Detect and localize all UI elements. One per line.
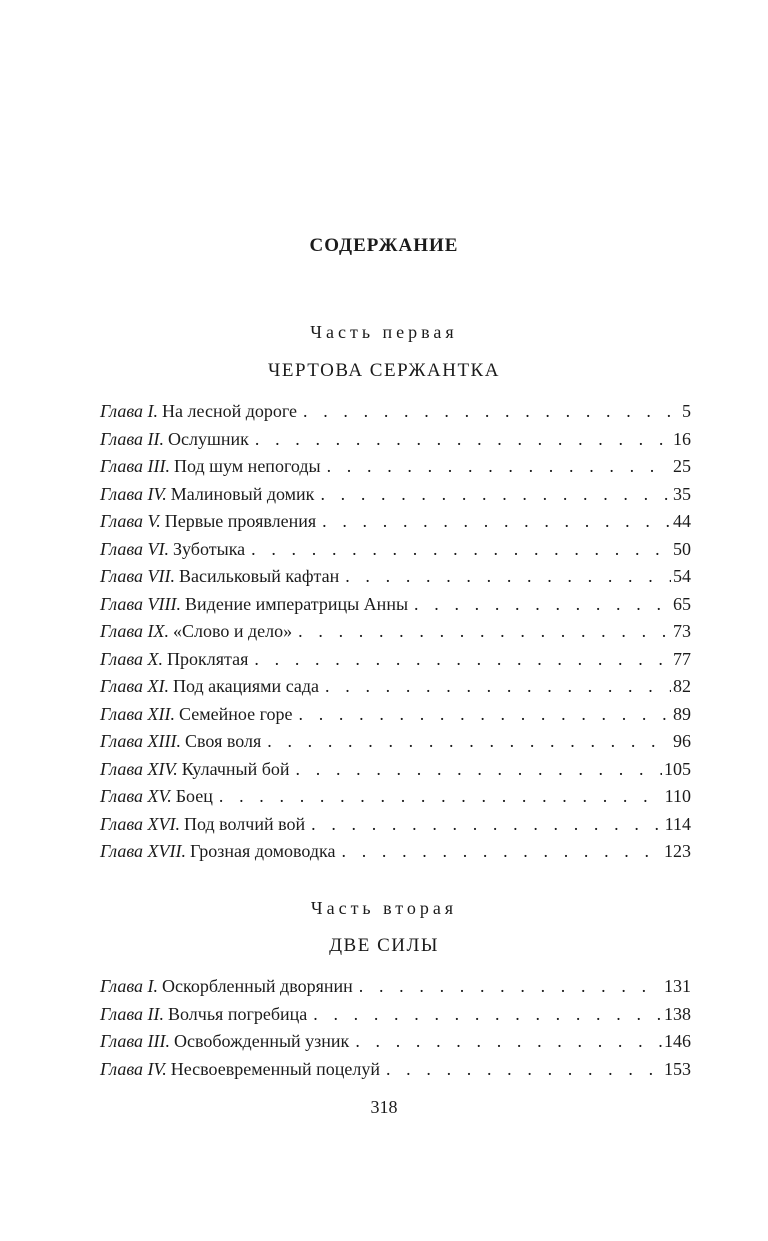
toc-entry [100, 426, 691, 454]
chapter-number: Глава XIII. [100, 731, 182, 751]
chapter-number: Глава VIII. [100, 593, 182, 614]
chapter-title: Своя воля [185, 731, 262, 751]
chapter-page-number: 82 [673, 676, 691, 696]
dot-leader [290, 756, 662, 784]
toc-entry [100, 646, 691, 674]
toc-entry [100, 591, 691, 619]
chapter-page-number: 44 [673, 511, 691, 531]
chapter-page-number: 54 [673, 566, 691, 586]
chapter-number: Глава XI. [100, 676, 170, 696]
chapter-number: Глава II. [100, 1003, 165, 1024]
chapter-number: Глава XII. [100, 703, 176, 724]
dot-leader [408, 591, 671, 619]
chapter-page-number: 77 [673, 648, 691, 669]
chapter-title: Волчья погребица [168, 1003, 308, 1024]
toc-entry [100, 756, 691, 784]
chapter-page-number: 50 [673, 538, 691, 559]
chapter-number: Глава XIV. [100, 758, 178, 779]
chapter-page-number: 65 [673, 593, 691, 614]
toc-entry [100, 973, 691, 1001]
chapter-page-number: 138 [664, 1003, 691, 1024]
chapter-title: Малиновый домик [170, 483, 315, 504]
toc-entry [100, 508, 691, 536]
toc-entry [100, 1056, 691, 1084]
dot-leader [248, 646, 671, 674]
chapter-page-number: 131 [664, 976, 691, 996]
part-two-chapter-list [100, 973, 691, 1083]
chapter-title: Семейное горе [179, 703, 293, 724]
chapter-title: Под акациями сада [173, 676, 320, 696]
chapter-page-number: 96 [673, 731, 691, 751]
chapter-page-number: 89 [673, 703, 691, 724]
chapter-number: Глава VII. [100, 566, 176, 586]
dot-leader [245, 536, 671, 564]
toc-entry [100, 1028, 691, 1056]
contents-heading: СОДЕРЖАНИЕ [309, 235, 459, 256]
chapter-page-number: 105 [664, 758, 691, 779]
dot-leader [336, 838, 663, 866]
dot-leader [314, 481, 671, 509]
dot-leader [305, 811, 663, 839]
chapter-title: Первые проявления [164, 511, 317, 531]
chapter-page-number: 123 [664, 841, 691, 861]
chapter-title: Боец [175, 786, 213, 806]
chapter-title: Зуботыка [173, 538, 246, 559]
chapter-number: Глава IX. [100, 621, 170, 641]
chapter-title: Видение императрицы Анны [185, 593, 409, 614]
toc-entry [100, 838, 691, 866]
chapter-number: Глава IV. [100, 1058, 167, 1079]
dot-leader [353, 973, 662, 1001]
page-number: 318 [370, 1097, 398, 1117]
chapter-page-number: 5 [682, 401, 691, 421]
chapter-title: Проклятая [167, 648, 249, 669]
chapter-page-number: 73 [673, 621, 691, 641]
dot-leader [249, 426, 671, 454]
chapter-title: Под волчий вой [184, 813, 306, 834]
dot-leader [292, 618, 671, 646]
chapter-title: Васильковый кафтан [179, 566, 340, 586]
dot-leader [380, 1056, 662, 1084]
chapter-title: Освобожденный узник [174, 1031, 350, 1051]
chapter-number: Глава XV. [100, 786, 172, 806]
toc-entry [100, 728, 691, 756]
dot-leader [307, 1001, 662, 1029]
part-two-title: ДВЕ СИЛЫ [329, 935, 439, 956]
chapter-page-number: 146 [664, 1031, 691, 1051]
chapter-title: «Слово и дело» [173, 621, 293, 641]
toc-entry [100, 673, 691, 701]
dot-leader [297, 398, 680, 426]
dot-leader [339, 563, 671, 591]
part-one-chapter-list [100, 398, 691, 866]
toc-entry [100, 398, 691, 426]
part-one-title: ЧЕРТОВА СЕРЖАНТКА [268, 360, 500, 381]
dot-leader [293, 701, 671, 729]
dot-leader [321, 453, 671, 481]
chapter-number: Глава XVI. [100, 813, 181, 834]
chapter-number: Глава VI. [100, 538, 170, 559]
toc-entry [100, 563, 691, 591]
dot-leader [349, 1028, 662, 1056]
part-one-label: Часть первая [310, 322, 458, 342]
dot-leader [316, 508, 671, 536]
chapter-title: На лесной дороге [162, 401, 298, 421]
chapter-number: Глава II. [100, 428, 165, 449]
chapter-page-number: 153 [664, 1058, 691, 1079]
toc-entry [100, 453, 691, 481]
toc-entry [100, 481, 691, 509]
chapter-title: Ослушник [168, 428, 249, 449]
part-two-label: Часть вторая [310, 898, 458, 918]
toc-entry [100, 536, 691, 564]
chapter-number: Глава V. [100, 511, 161, 531]
dot-leader [213, 783, 663, 811]
toc-entry [100, 811, 691, 839]
chapter-number: Глава X. [100, 648, 164, 669]
chapter-page-number: 114 [664, 813, 691, 834]
chapter-number: Глава I. [100, 401, 159, 421]
chapter-title: Грозная домоводка [190, 841, 336, 861]
chapter-page-number: 16 [673, 428, 691, 449]
toc-entry [100, 1001, 691, 1029]
chapter-page-number: 25 [673, 456, 691, 476]
chapter-page-number: 110 [664, 786, 691, 806]
dot-leader [319, 673, 671, 701]
chapter-number: Глава III. [100, 456, 171, 476]
chapter-title: Кулачный бой [181, 758, 290, 779]
chapter-number: Глава IV. [100, 483, 167, 504]
chapter-title: Несвоевременный поцелуй [170, 1058, 380, 1079]
dot-leader [261, 728, 671, 756]
toc-entry [100, 701, 691, 729]
toc-entry [100, 783, 691, 811]
chapter-page-number: 35 [673, 483, 691, 504]
chapter-title: Под шум непогоды [174, 456, 321, 476]
chapter-title: Оскорбленный дворянин [162, 976, 353, 996]
chapter-number: Глава I. [100, 976, 159, 996]
chapter-number: Глава XVII. [100, 841, 187, 861]
chapter-number: Глава III. [100, 1031, 171, 1051]
toc-entry [100, 618, 691, 646]
